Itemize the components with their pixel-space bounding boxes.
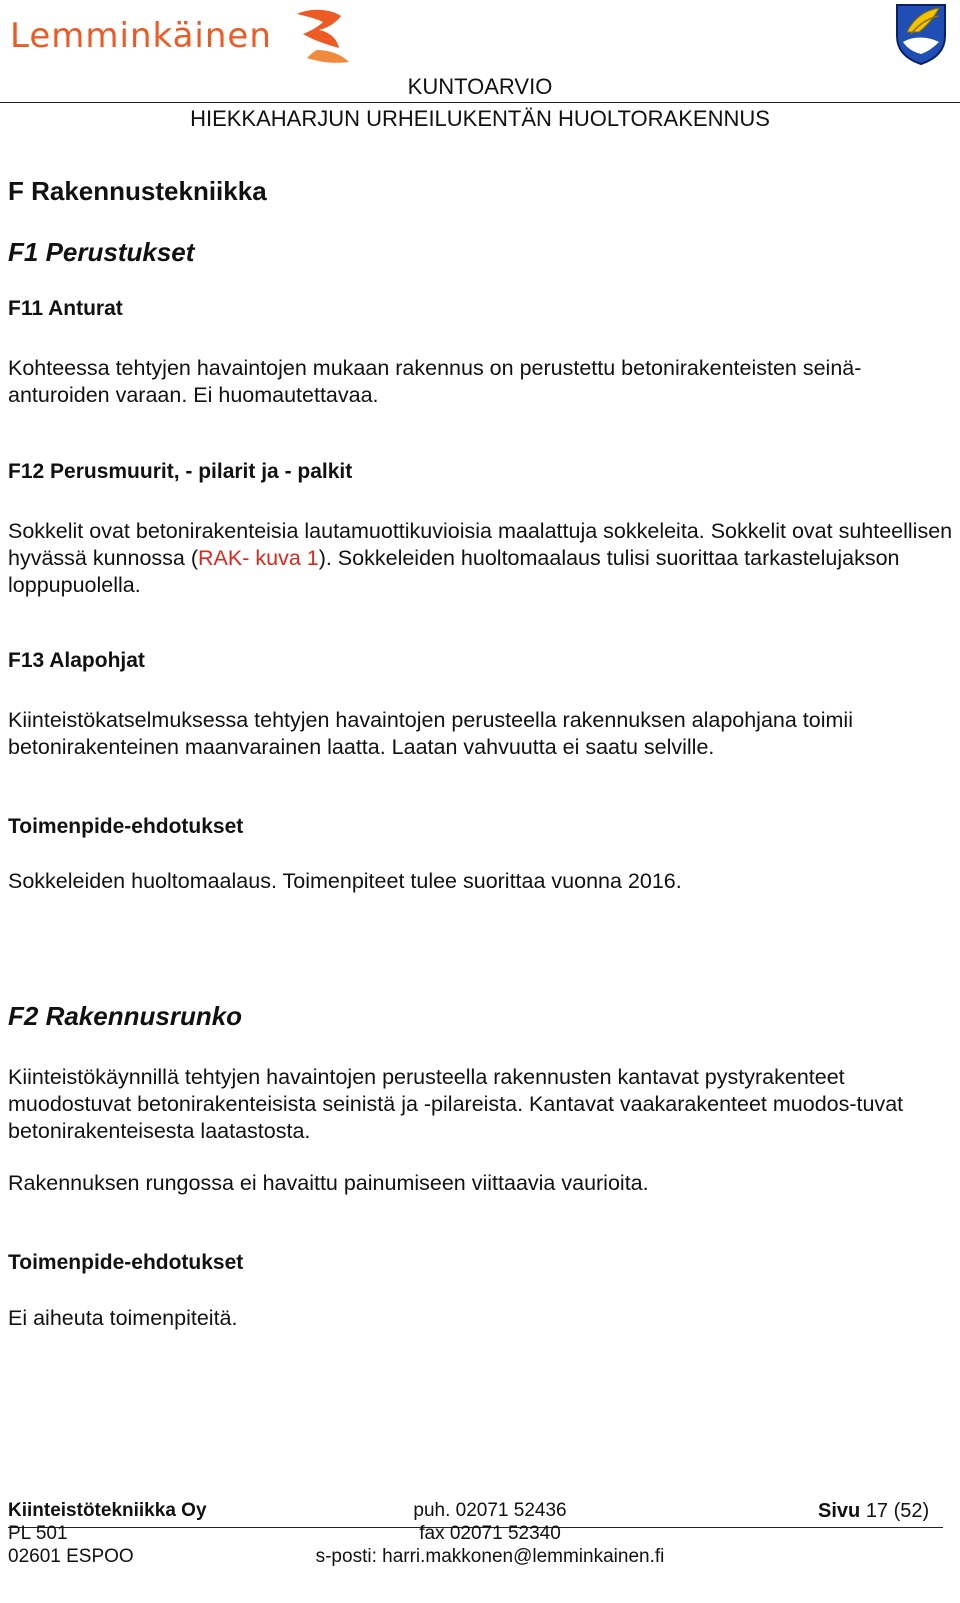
page-current: 17 — [865, 1500, 889, 1522]
footer-phone: puh. 02071 52436 — [413, 1500, 567, 1521]
f12-text — [8, 518, 953, 599]
f11-title: F11 Anturat — [8, 297, 123, 320]
f2-text-2: Rakennuksen rungossa ei havaittu painumiseen viittaavia vaurioita. — [8, 1171, 649, 1195]
f12-text-start: Sokkelit ovat betonirakenteisia lautamuottikuvioisia maalattuja sokkeleita. Sokkelit ovat suhteellisen hyvässä kunnossa ( — [8, 519, 953, 570]
f1-actions-text: Sokkeleiden huoltomaalaus. Toimenpiteet tulee suorittaa vuonna 2016. — [8, 869, 682, 893]
f1-actions-title: Toimenpide-ehdotukset — [8, 815, 244, 838]
footer-fax: fax 02071 52340 — [419, 1523, 561, 1544]
footer-postal: 02601 ESPOO — [8, 1546, 134, 1567]
page-label: Sivu — [818, 1500, 861, 1522]
rak-image-reference: RAK- kuva 1 — [198, 546, 319, 570]
f13-title: F13 Alapohjat — [8, 649, 145, 672]
header-divider — [0, 102, 960, 103]
f12-text-end: ). Sokkeleiden huoltomaalaus tulisi suorittaa tarkastelujakson loppupuolella. — [8, 546, 900, 597]
company-logo-text: Lemminkäinen — [10, 16, 272, 56]
footer-company: Kiinteistötekniikka Oy — [8, 1500, 207, 1521]
f12-title: F12 Perusmuurit, - pilarit ja - palkit — [8, 460, 353, 483]
footer-email: s-posti: harri.makkonen@lemminkainen.fi — [315, 1546, 665, 1567]
f2-actions-title: Toimenpide-ehdotukset — [8, 1251, 244, 1274]
page-number — [818, 1500, 929, 1522]
f2-title: F2 Rakennusrunko — [8, 1001, 243, 1031]
property-name: HIEKKAHARJUN URHEILUKENTÄN HUOLTORAKENNUS — [190, 106, 770, 131]
company-logo-icon — [289, 6, 359, 68]
footer-po-box: PL 501 — [8, 1523, 68, 1544]
f1-title: F1 Perustukset — [8, 237, 195, 267]
page-total: (52) — [893, 1500, 930, 1522]
f11-text: Kohteessa tehtyjen havaintojen mukaan rakennus on perustettu betonirakenteisten seinä-anturoiden varaan. Ei huomautettavaa. — [8, 356, 862, 407]
f13-text: Kiinteistökatselmuksessa tehtyjen havaintojen perusteella rakennuksen alapohjana toimii betonirakenteinen maanvarainen laatta. Laatan vahvuutta ei saatu selville. — [8, 708, 853, 759]
f2-actions-text: Ei aiheuta toimenpiteitä. — [8, 1306, 238, 1330]
document-type: KUNTOARVIO — [407, 74, 553, 99]
f2-text-1: Kiinteistökäynnillä tehtyjen havaintojen perusteella rakennusten kantavat pystyrakenteet muodostuvat betonirakenteisista seinistä ja -pilareista. Kantavat vaakarakenteet muodos-tuvat betonirakenteisesta laatastosta. — [8, 1065, 904, 1143]
section-title: F Rakennustekniikka — [8, 176, 267, 206]
municipal-crest-icon — [893, 2, 949, 66]
